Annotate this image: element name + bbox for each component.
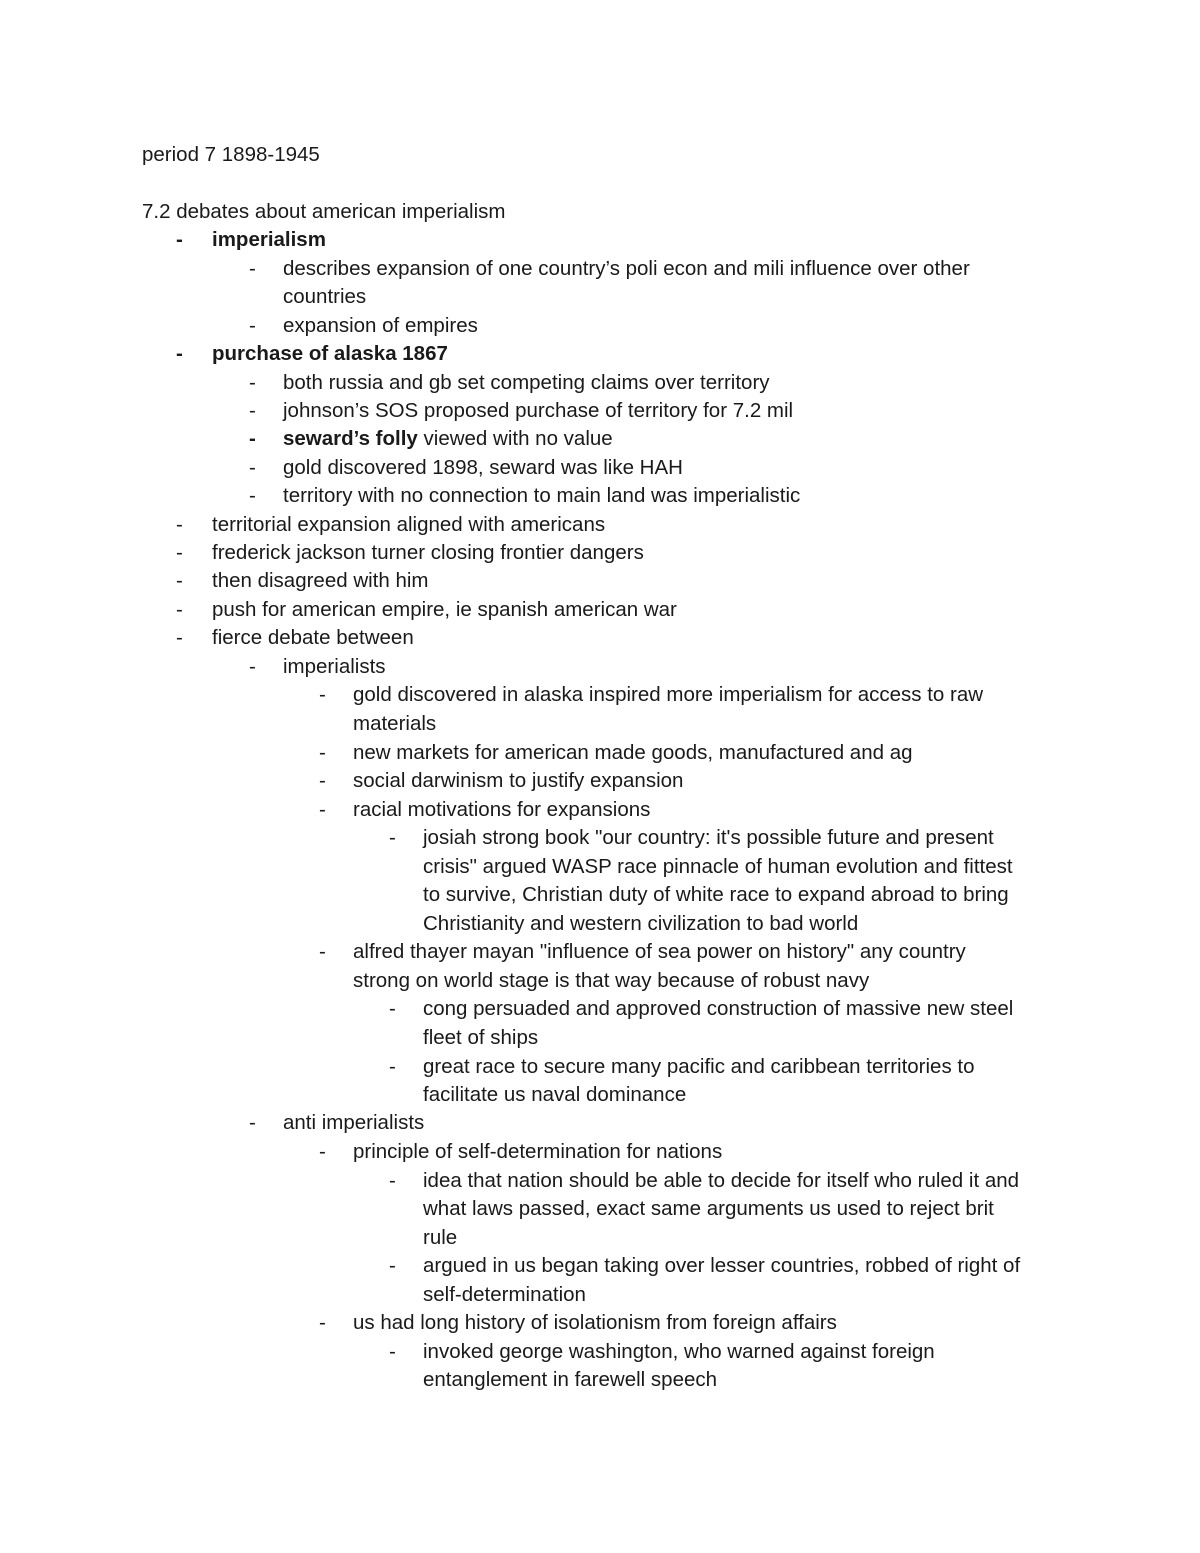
section-heading: 7.2 debates about american imperialism [142, 200, 506, 223]
bullet: - [249, 399, 256, 422]
bullet: - [249, 257, 256, 280]
list-item: frederick jackson turner closing frontier dangers [212, 541, 644, 564]
bullet: - [389, 826, 396, 849]
bullet: - [249, 1111, 256, 1134]
bullet: - [176, 569, 183, 592]
list-item: fierce debate between [212, 626, 414, 649]
list-item-continuation: self-determination [423, 1283, 586, 1306]
list-item: josiah strong book "our country: it's possible future and present [423, 826, 994, 849]
bullet: - [176, 342, 183, 365]
list-item: argued in us began taking over lesser countries, robbed of right of [423, 1254, 1021, 1277]
bullet: - [389, 1169, 396, 1192]
list-item: then disagreed with him [212, 569, 429, 592]
list-item: expansion of empires [283, 314, 478, 337]
list-item: principle of self-determination for nations [353, 1140, 723, 1163]
bullet: - [389, 1055, 396, 1078]
bullet: - [176, 513, 183, 536]
list-item: invoked george washington, who warned against foreign [423, 1340, 935, 1363]
list-item: johnson’s SOS proposed purchase of territory for 7.2 mil [283, 399, 794, 422]
bullet: - [249, 427, 256, 450]
bullet: - [176, 626, 183, 649]
list-item: gold discovered 1898, seward was like HAH [283, 456, 683, 479]
list-item: imperialism [212, 228, 326, 251]
bullet: - [176, 598, 183, 621]
bullet: - [176, 541, 183, 564]
bullet: - [249, 484, 256, 507]
list-item: social darwinism to justify expansion [353, 769, 684, 792]
list-item-continuation: fleet of ships [423, 1026, 539, 1049]
list-item: gold discovered in alaska inspired more imperialism for access to raw [353, 683, 984, 706]
list-item: territory with no connection to main land was imperialistic [283, 484, 801, 507]
term-description: viewed with no value [417, 427, 613, 450]
list-item: purchase of alaska 1867 [212, 342, 448, 365]
list-item-continuation: strong on world stage is that way because of robust navy [353, 969, 870, 992]
bullet: - [249, 456, 256, 479]
list-item: anti imperialists [283, 1111, 425, 1134]
list-item-continuation: countries [283, 285, 367, 308]
list-item: describes expansion of one country’s poli econ and mili influence over other [283, 257, 970, 280]
list-item: idea that nation should be able to decide for itself who ruled it and [423, 1169, 1020, 1192]
list-item: alfred thayer mayan "influence of sea power on history" any country [353, 940, 966, 963]
bullet: - [319, 741, 326, 764]
list-item-continuation: facilitate us naval dominance [423, 1083, 687, 1106]
list-item: both russia and gb set competing claims over territory [283, 371, 770, 394]
bullet: - [389, 1254, 396, 1277]
bullet: - [319, 940, 326, 963]
list-item: imperialists [283, 655, 386, 678]
list-item: push for american empire, ie spanish american war [212, 598, 677, 621]
list-item: cong persuaded and approved construction of massive new steel [423, 997, 1014, 1020]
bullet: - [319, 1311, 326, 1334]
list-item [283, 425, 613, 454]
list-item: great race to secure many pacific and caribbean territories to [423, 1055, 975, 1078]
bullet: - [249, 314, 256, 337]
list-item-continuation: to survive, Christian duty of white race to expand abroad to bring [423, 883, 1009, 906]
bullet: - [319, 1140, 326, 1163]
bullet: - [319, 798, 326, 821]
bullet: - [389, 1340, 396, 1363]
list-item-continuation: rule [423, 1226, 458, 1249]
list-item-continuation: entanglement in farewell speech [423, 1368, 718, 1391]
page-title: period 7 1898-1945 [142, 143, 320, 166]
list-item-continuation: materials [353, 712, 437, 735]
list-item: territorial expansion aligned with americans [212, 513, 606, 536]
bullet: - [249, 371, 256, 394]
list-item-continuation: crisis" argued WASP race pinnacle of human evolution and fittest [423, 855, 1013, 878]
list-item: us had long history of isolationism from foreign affairs [353, 1311, 837, 1334]
bullet: - [249, 655, 256, 678]
bullet: - [176, 228, 183, 251]
bullet: - [319, 769, 326, 792]
bold-term: seward’s folly [283, 427, 418, 450]
list-item: new markets for american made goods, manufactured and ag [353, 741, 913, 764]
list-item: racial motivations for expansions [353, 798, 651, 821]
list-item-continuation: Christianity and western civilization to bad world [423, 912, 859, 935]
list-item-continuation: what laws passed, exact same arguments us used to reject brit [423, 1197, 994, 1220]
bullet: - [389, 997, 396, 1020]
bullet: - [319, 683, 326, 706]
